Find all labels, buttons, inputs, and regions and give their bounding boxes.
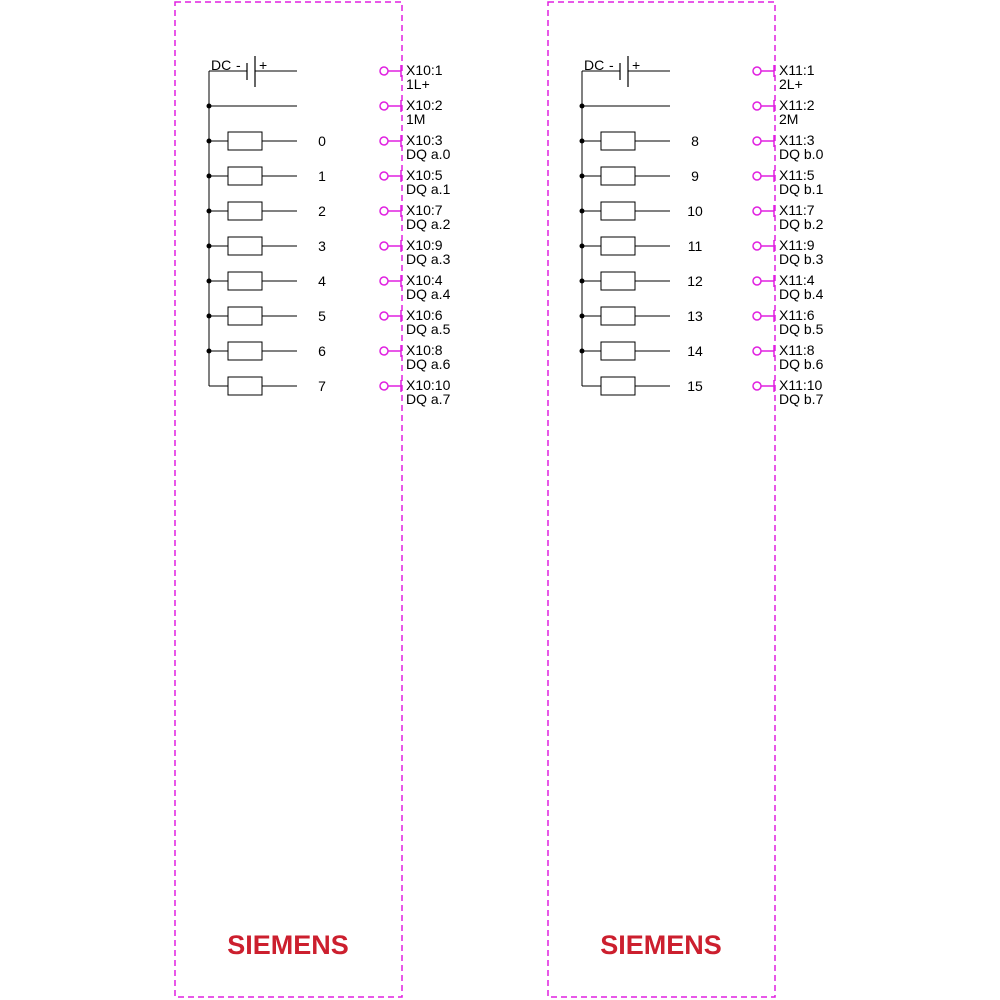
channel-pin-label: X11:7 — [779, 202, 815, 218]
load-resistor-icon — [601, 342, 635, 360]
load-resistor-icon — [228, 342, 262, 360]
terminal-connector-icon — [753, 172, 761, 180]
load-resistor-icon — [228, 377, 262, 395]
channel-number: 6 — [318, 343, 326, 359]
output-channel — [207, 342, 451, 372]
output-channel — [580, 167, 824, 197]
dc-label: DC — [584, 57, 605, 73]
junction-dot — [580, 104, 585, 109]
channel-number: 12 — [687, 273, 703, 289]
channel-number: 3 — [318, 238, 326, 254]
terminal-connector-icon — [380, 67, 388, 75]
channel-signal-label: DQ a.0 — [406, 146, 451, 162]
load-resistor-icon — [228, 272, 262, 290]
load-resistor-icon — [228, 307, 262, 325]
terminal-connector-icon — [380, 242, 388, 250]
dc-plus-sign: + — [632, 57, 641, 73]
ground-signal-label: 1M — [406, 111, 426, 127]
dc-minus-sign: - — [609, 57, 614, 73]
load-resistor-icon — [228, 132, 262, 150]
output-channel — [582, 377, 824, 407]
output-channel — [580, 272, 824, 302]
channel-signal-label: DQ a.5 — [406, 321, 451, 337]
channel-pin-label: X11:5 — [779, 167, 815, 183]
channel-signal-label: DQ a.4 — [406, 286, 451, 302]
terminal-connector-icon — [753, 137, 761, 145]
output-channel — [580, 307, 824, 337]
channel-signal-label: DQ b.1 — [779, 181, 824, 197]
terminal-connector-icon — [380, 207, 388, 215]
module-1 — [175, 2, 451, 997]
channel-pin-label: X10:7 — [406, 202, 443, 218]
output-channel — [580, 237, 824, 267]
load-resistor-icon — [228, 202, 262, 220]
terminal-connector-icon — [380, 137, 388, 145]
channel-number: 4 — [318, 273, 326, 289]
load-resistor-icon — [228, 237, 262, 255]
dc-label: DC — [211, 57, 232, 73]
channel-signal-label: DQ b.7 — [779, 391, 824, 407]
channel-number: 8 — [691, 133, 699, 149]
module-2 — [548, 2, 824, 997]
junction-dot — [207, 279, 212, 284]
terminal-connector-icon — [753, 312, 761, 320]
channel-pin-label: X10:10 — [406, 377, 451, 393]
channel-signal-label: DQ b.4 — [779, 286, 824, 302]
terminal-connector-icon — [753, 67, 761, 75]
ground-pin-label: X10:2 — [406, 97, 443, 113]
channel-pin-label: X11:6 — [779, 307, 815, 323]
channel-pin-label: X10:9 — [406, 237, 443, 253]
channel-pin-label: X11:8 — [779, 342, 815, 358]
terminal-connector-icon — [753, 102, 761, 110]
channel-pin-label: X11:9 — [779, 237, 815, 253]
channel-number: 15 — [687, 378, 703, 394]
load-resistor-icon — [228, 167, 262, 185]
channel-signal-label: DQ b.6 — [779, 356, 824, 372]
output-channel — [209, 377, 451, 407]
output-channel — [207, 237, 451, 267]
load-resistor-icon — [601, 202, 635, 220]
channel-number: 13 — [687, 308, 703, 324]
supply-pin-label: X10:1 — [406, 62, 443, 78]
terminal-connector-icon — [380, 347, 388, 355]
ground-signal-label: 2M — [779, 111, 799, 127]
junction-dot — [580, 139, 585, 144]
output-channel — [207, 272, 451, 302]
junction-dot — [207, 244, 212, 249]
output-channel — [207, 202, 451, 232]
junction-dot — [580, 349, 585, 354]
terminal-connector-icon — [380, 382, 388, 390]
channel-pin-label: X10:4 — [406, 272, 443, 288]
channel-signal-label: DQ a.6 — [406, 356, 451, 372]
terminal-connector-icon — [380, 277, 388, 285]
supply-signal-label: 1L+ — [406, 76, 430, 92]
junction-dot — [207, 104, 212, 109]
channel-pin-label: X10:3 — [406, 132, 443, 148]
channel-signal-label: DQ b.5 — [779, 321, 824, 337]
junction-dot — [580, 209, 585, 214]
terminal-connector-icon — [380, 172, 388, 180]
channel-signal-label: DQ a.3 — [406, 251, 451, 267]
channel-number: 0 — [318, 133, 326, 149]
channel-number: 5 — [318, 308, 326, 324]
ground-pin-label: X11:2 — [779, 97, 815, 113]
supply-signal-label: 2L+ — [779, 76, 803, 92]
junction-dot — [207, 174, 212, 179]
channel-signal-label: DQ b.0 — [779, 146, 824, 162]
output-channel — [580, 342, 824, 372]
junction-dot — [207, 314, 212, 319]
terminal-connector-icon — [380, 102, 388, 110]
siemens-logo: SIEMENS — [600, 930, 722, 960]
terminal-connector-icon — [753, 242, 761, 250]
channel-signal-label: DQ a.7 — [406, 391, 451, 407]
load-resistor-icon — [601, 237, 635, 255]
channel-pin-label: X10:8 — [406, 342, 443, 358]
channel-pin-label: X11:3 — [779, 132, 815, 148]
channel-number: 10 — [687, 203, 703, 219]
channel-number: 11 — [687, 238, 703, 254]
output-channel — [580, 202, 824, 232]
terminal-connector-icon — [753, 347, 761, 355]
junction-dot — [580, 244, 585, 249]
terminal-connector-icon — [753, 382, 761, 390]
channel-signal-label: DQ b.3 — [779, 251, 824, 267]
siemens-logo: SIEMENS — [227, 930, 349, 960]
supply-pin-label: X11:1 — [779, 62, 815, 78]
load-resistor-icon — [601, 272, 635, 290]
junction-dot — [580, 314, 585, 319]
load-resistor-icon — [601, 307, 635, 325]
channel-number: 14 — [687, 343, 703, 359]
output-channel — [207, 167, 451, 197]
terminal-connector-icon — [753, 277, 761, 285]
terminal-connector-icon — [753, 207, 761, 215]
channel-number: 1 — [318, 168, 326, 184]
junction-dot — [207, 349, 212, 354]
channel-signal-label: DQ a.2 — [406, 216, 451, 232]
load-resistor-icon — [601, 377, 635, 395]
junction-dot — [207, 139, 212, 144]
output-channel — [207, 132, 451, 162]
channel-pin-label: X11:10 — [779, 377, 823, 393]
output-channel — [207, 307, 451, 337]
channel-number: 7 — [318, 378, 326, 394]
channel-pin-label: X11:4 — [779, 272, 815, 288]
dc-plus-sign: + — [259, 57, 268, 73]
junction-dot — [580, 279, 585, 284]
output-channel — [580, 132, 824, 162]
channel-pin-label: X10:5 — [406, 167, 443, 183]
load-resistor-icon — [601, 132, 635, 150]
junction-dot — [580, 174, 585, 179]
channel-pin-label: X10:6 — [406, 307, 443, 323]
load-resistor-icon — [601, 167, 635, 185]
channel-number: 9 — [691, 168, 699, 184]
channel-signal-label: DQ b.2 — [779, 216, 824, 232]
junction-dot — [207, 209, 212, 214]
dc-minus-sign: - — [236, 57, 241, 73]
terminal-connector-icon — [380, 312, 388, 320]
channel-number: 2 — [318, 203, 326, 219]
channel-signal-label: DQ a.1 — [406, 181, 451, 197]
